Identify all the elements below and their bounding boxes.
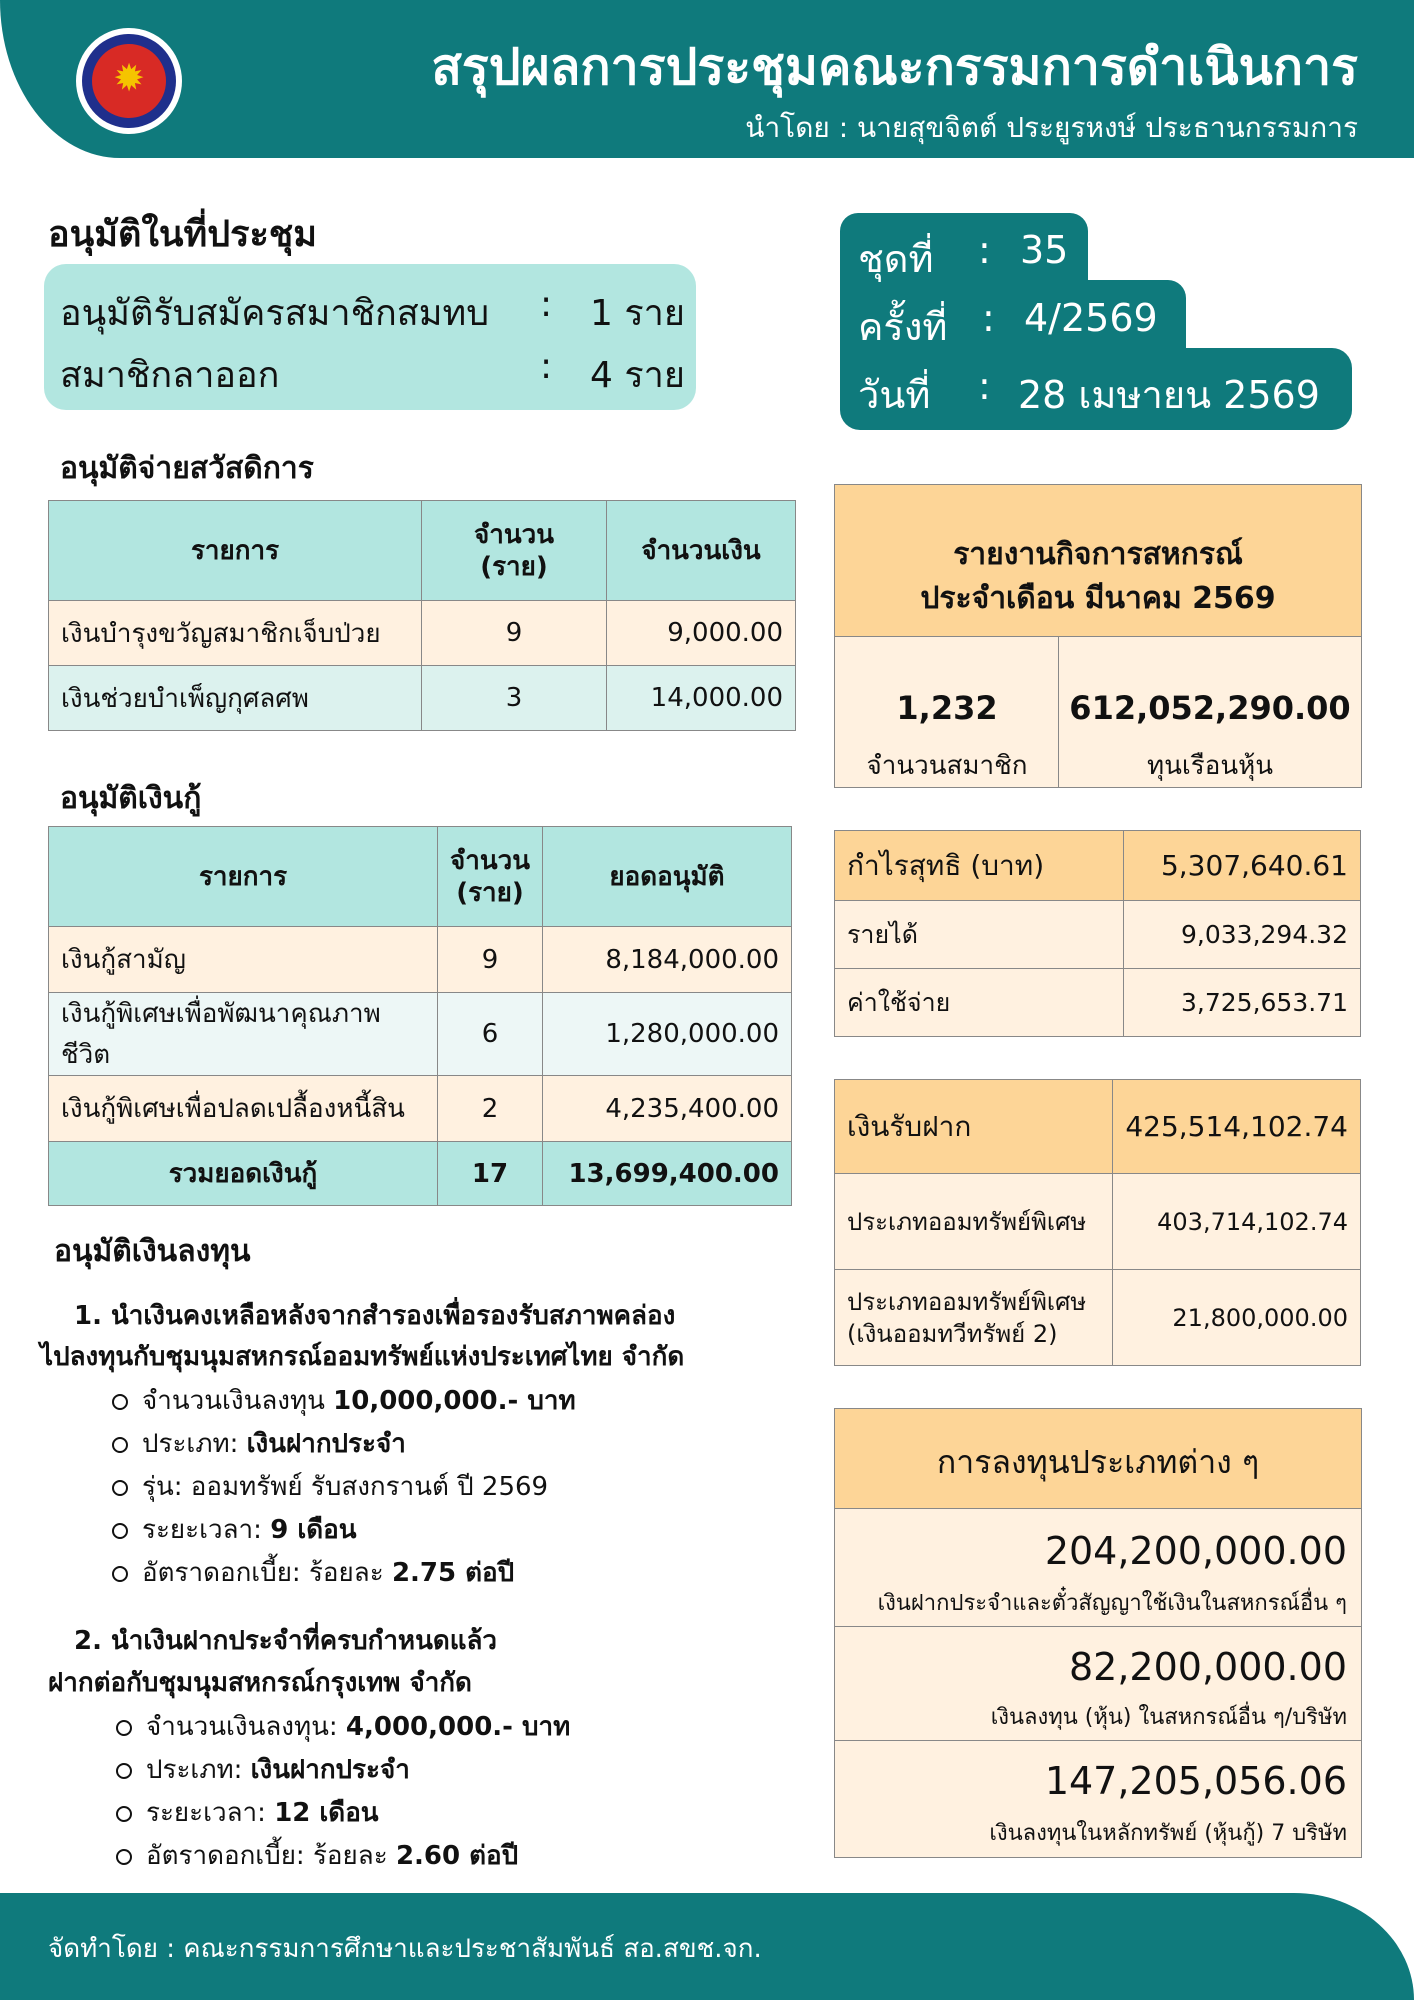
table-cell: กำไรสุทธิ (บาท) <box>835 831 1124 901</box>
table-cell: ประเภทออมทรัพย์พิเศษ <box>835 1174 1113 1270</box>
table-header: ยอดอนุมัติ <box>543 827 792 927</box>
approve-value: 4 ราย <box>590 355 685 396</box>
report-members-cell <box>834 636 1060 788</box>
table-cell: 8,184,000.00 <box>543 927 792 993</box>
table-cell: 425,514,102.74 <box>1113 1080 1361 1174</box>
invest-item2-line2: ฝากต่อกับชุมนุมสหกรณ์กรุงเทพ จำกัด <box>48 1668 472 1698</box>
page-title: สรุปผลการประชุมคณะกรรมการดำเนินการ <box>431 38 1358 96</box>
table-cell: เงินกู้พิเศษเพื่อปลดเปลื้องหนี้สิน <box>49 1076 438 1142</box>
table-cell: 9,000.00 <box>607 601 796 666</box>
table-row <box>49 927 792 993</box>
approve-label: สมาชิกลาออก <box>60 355 280 396</box>
table-cell: 4,235,400.00 <box>543 1076 792 1142</box>
investment-heading: อนุมัติเงินลงทุน <box>54 1234 251 1269</box>
table-cell: 21,800,000.00 <box>1113 1270 1361 1366</box>
cooperative-logo: ✹ <box>76 28 182 134</box>
table-cell: 1,280,000.00 <box>543 993 792 1076</box>
table-cell: เงินกู้สามัญ <box>49 927 438 993</box>
table-cell: รวมยอดเงินกู้ <box>49 1142 438 1206</box>
table-cell: เงินบำรุงขวัญสมาชิกเจ็บป่วย <box>49 601 422 666</box>
invest-item1-series: รุ่น: ออมทรัพย์ รับสงกรานต์ ปี 2569 <box>112 1466 548 1507</box>
invest-item2-line1: 2. นำเงินฝากประจำที่ครบกำหนดแล้ว <box>74 1626 498 1656</box>
footer-credit: จัดทำโดย : คณะกรรมการศึกษาและประชาสัมพันธ์ สอ.สขช.จก. <box>48 1934 762 1964</box>
table-cell: รายได้ <box>835 901 1124 969</box>
profit-table <box>834 830 1361 1037</box>
invest-item1-rate: อัตราดอกเบี้ย: ร้อยละ 2.75 ต่อปี <box>112 1552 514 1593</box>
approve-heading: อนุมัติในที่ประชุม <box>48 214 317 255</box>
report-shares-cell <box>1058 636 1362 788</box>
invest-type-item <box>834 1626 1362 1742</box>
approve-value: 1 ราย <box>590 293 685 334</box>
table-header: จำนวน (ราย) <box>438 827 543 927</box>
approve-sep: : <box>540 346 553 387</box>
table-cell: 13,699,400.00 <box>543 1142 792 1206</box>
table-row <box>835 1270 1361 1366</box>
table-row <box>835 969 1361 1037</box>
table-row <box>49 601 796 666</box>
meeting-no-value: 4/2569 <box>1024 296 1158 340</box>
invest-type-value: 147,205,056.06 <box>1044 1759 1347 1803</box>
invest-type-item <box>834 1740 1362 1858</box>
page-subtitle: นำโดย : นายสุขจิตต์ ประยูรหงษ์ ประธานกรรมการ <box>745 111 1358 144</box>
invest-item2-type: ประเภท: เงินฝากประจำ <box>116 1749 410 1790</box>
table-cell: 14,000.00 <box>607 666 796 731</box>
invest-item2-period: ระยะเวลา: 12 เดือน <box>116 1792 379 1833</box>
table-cell: 6 <box>438 993 543 1076</box>
meeting-set-value: 35 <box>1020 228 1069 272</box>
approve-sep: : <box>540 284 553 325</box>
invest-item1-type: ประเภท: เงินฝากประจำ <box>112 1423 406 1464</box>
invest-type-label: เงินลงทุน (หุ้น) ในสหกรณ์อื่น ๆ/บริษัท <box>990 1705 1347 1730</box>
approve-box <box>44 264 696 410</box>
table-cell: ประเภทออมทรัพย์พิเศษ (เงินออมทวีทรัพย์ 2) <box>835 1270 1113 1366</box>
table-cell: 3,725,653.71 <box>1124 969 1361 1037</box>
report-title-line2: ประจำเดือน มีนาคม 2569 <box>920 581 1276 616</box>
table-header: จำนวน (ราย) <box>422 501 607 601</box>
table-row <box>835 1080 1361 1174</box>
table-row <box>49 993 792 1076</box>
shares-value: 612,052,290.00 <box>1069 689 1351 727</box>
meeting-sep: : <box>978 228 991 272</box>
table-total-row <box>49 1142 792 1206</box>
invest-item1-amount: จำนวนเงินลงทุน 10,000,000.- บาท <box>112 1380 576 1421</box>
table-row <box>835 1174 1361 1270</box>
table-cell: 9 <box>438 927 543 993</box>
invest-types-title: การลงทุนประเภทต่าง ๆ <box>936 1443 1260 1481</box>
members-label: จำนวนสมาชิก <box>866 751 1028 781</box>
invest-item1-line2: ไปลงทุนกับชุมนุมสหกรณ์ออมทรัพย์แห่งประเทศไทย จำกัด <box>40 1342 685 1372</box>
welfare-table <box>48 500 796 731</box>
invest-type-label: เงินลงทุนในหลักทรัพย์ (หุ้นกู้) 7 บริษัท <box>989 1821 1347 1846</box>
welfare-heading: อนุมัติจ่ายสวัสดิการ <box>60 451 314 486</box>
table-header: รายการ <box>49 827 438 927</box>
meeting-sep: : <box>982 296 995 340</box>
invest-item1-line1: 1. นำเงินคงเหลือหลังจากสำรองเพื่อรองรับสภาพคล่อง <box>74 1301 676 1331</box>
table-cell: 9 <box>422 601 607 666</box>
table-row <box>49 1076 792 1142</box>
meeting-no-label: ครั้งที่ <box>858 305 948 349</box>
invest-item2-rate: อัตราดอกเบี้ย: ร้อยละ 2.60 ต่อปี <box>116 1835 518 1876</box>
invest-item2-amount: จำนวนเงินลงทุน: 4,000,000.- บาท <box>116 1706 570 1747</box>
loans-heading: อนุมัติเงินกู้ <box>60 781 202 816</box>
table-cell: ค่าใช้จ่าย <box>835 969 1124 1037</box>
shares-label: ทุนเรือนหุ้น <box>1146 751 1274 781</box>
table-cell: 17 <box>438 1142 543 1206</box>
invest-types-header <box>834 1408 1362 1510</box>
table-header: รายการ <box>49 501 422 601</box>
meeting-date-label: วันที่ <box>858 373 931 417</box>
meeting-sep: : <box>978 364 991 408</box>
deposits-table <box>834 1079 1361 1366</box>
approve-label: อนุมัติรับสมัครสมาชิกสมทบ <box>60 293 490 334</box>
table-cell: เงินกู้พิเศษเพื่อพัฒนาคุณภาพชีวิต <box>49 993 438 1076</box>
invest-type-value: 204,200,000.00 <box>1044 1529 1347 1573</box>
table-cell: 403,714,102.74 <box>1113 1174 1361 1270</box>
meeting-set-label: ชุดที่ <box>858 237 934 281</box>
members-value: 1,232 <box>896 689 998 727</box>
table-cell: เงินช่วยบำเพ็ญกุศลศพ <box>49 666 422 731</box>
report-header <box>834 484 1362 638</box>
table-row <box>835 901 1361 969</box>
invest-item1-period: ระยะเวลา: 9 เดือน <box>112 1509 357 1550</box>
table-row <box>835 831 1361 901</box>
invest-type-item <box>834 1508 1362 1628</box>
table-cell: 2 <box>438 1076 543 1142</box>
table-cell: 5,307,640.61 <box>1124 831 1361 901</box>
table-cell: 3 <box>422 666 607 731</box>
table-row <box>49 666 796 731</box>
invest-type-value: 82,200,000.00 <box>1068 1645 1347 1689</box>
meeting-date-value: 28 เมษายน 2569 <box>1018 373 1320 417</box>
report-title-line1: รายงานกิจการสหกรณ์ <box>953 537 1243 572</box>
invest-type-label: เงินฝากประจำและตั๋วสัญญาใช้เงินในสหกรณ์อื่น ๆ <box>877 1591 1347 1616</box>
table-cell: 9,033,294.32 <box>1124 901 1361 969</box>
table-header: จำนวนเงิน <box>607 501 796 601</box>
table-cell: เงินรับฝาก <box>835 1080 1113 1174</box>
loans-table <box>48 826 792 1206</box>
